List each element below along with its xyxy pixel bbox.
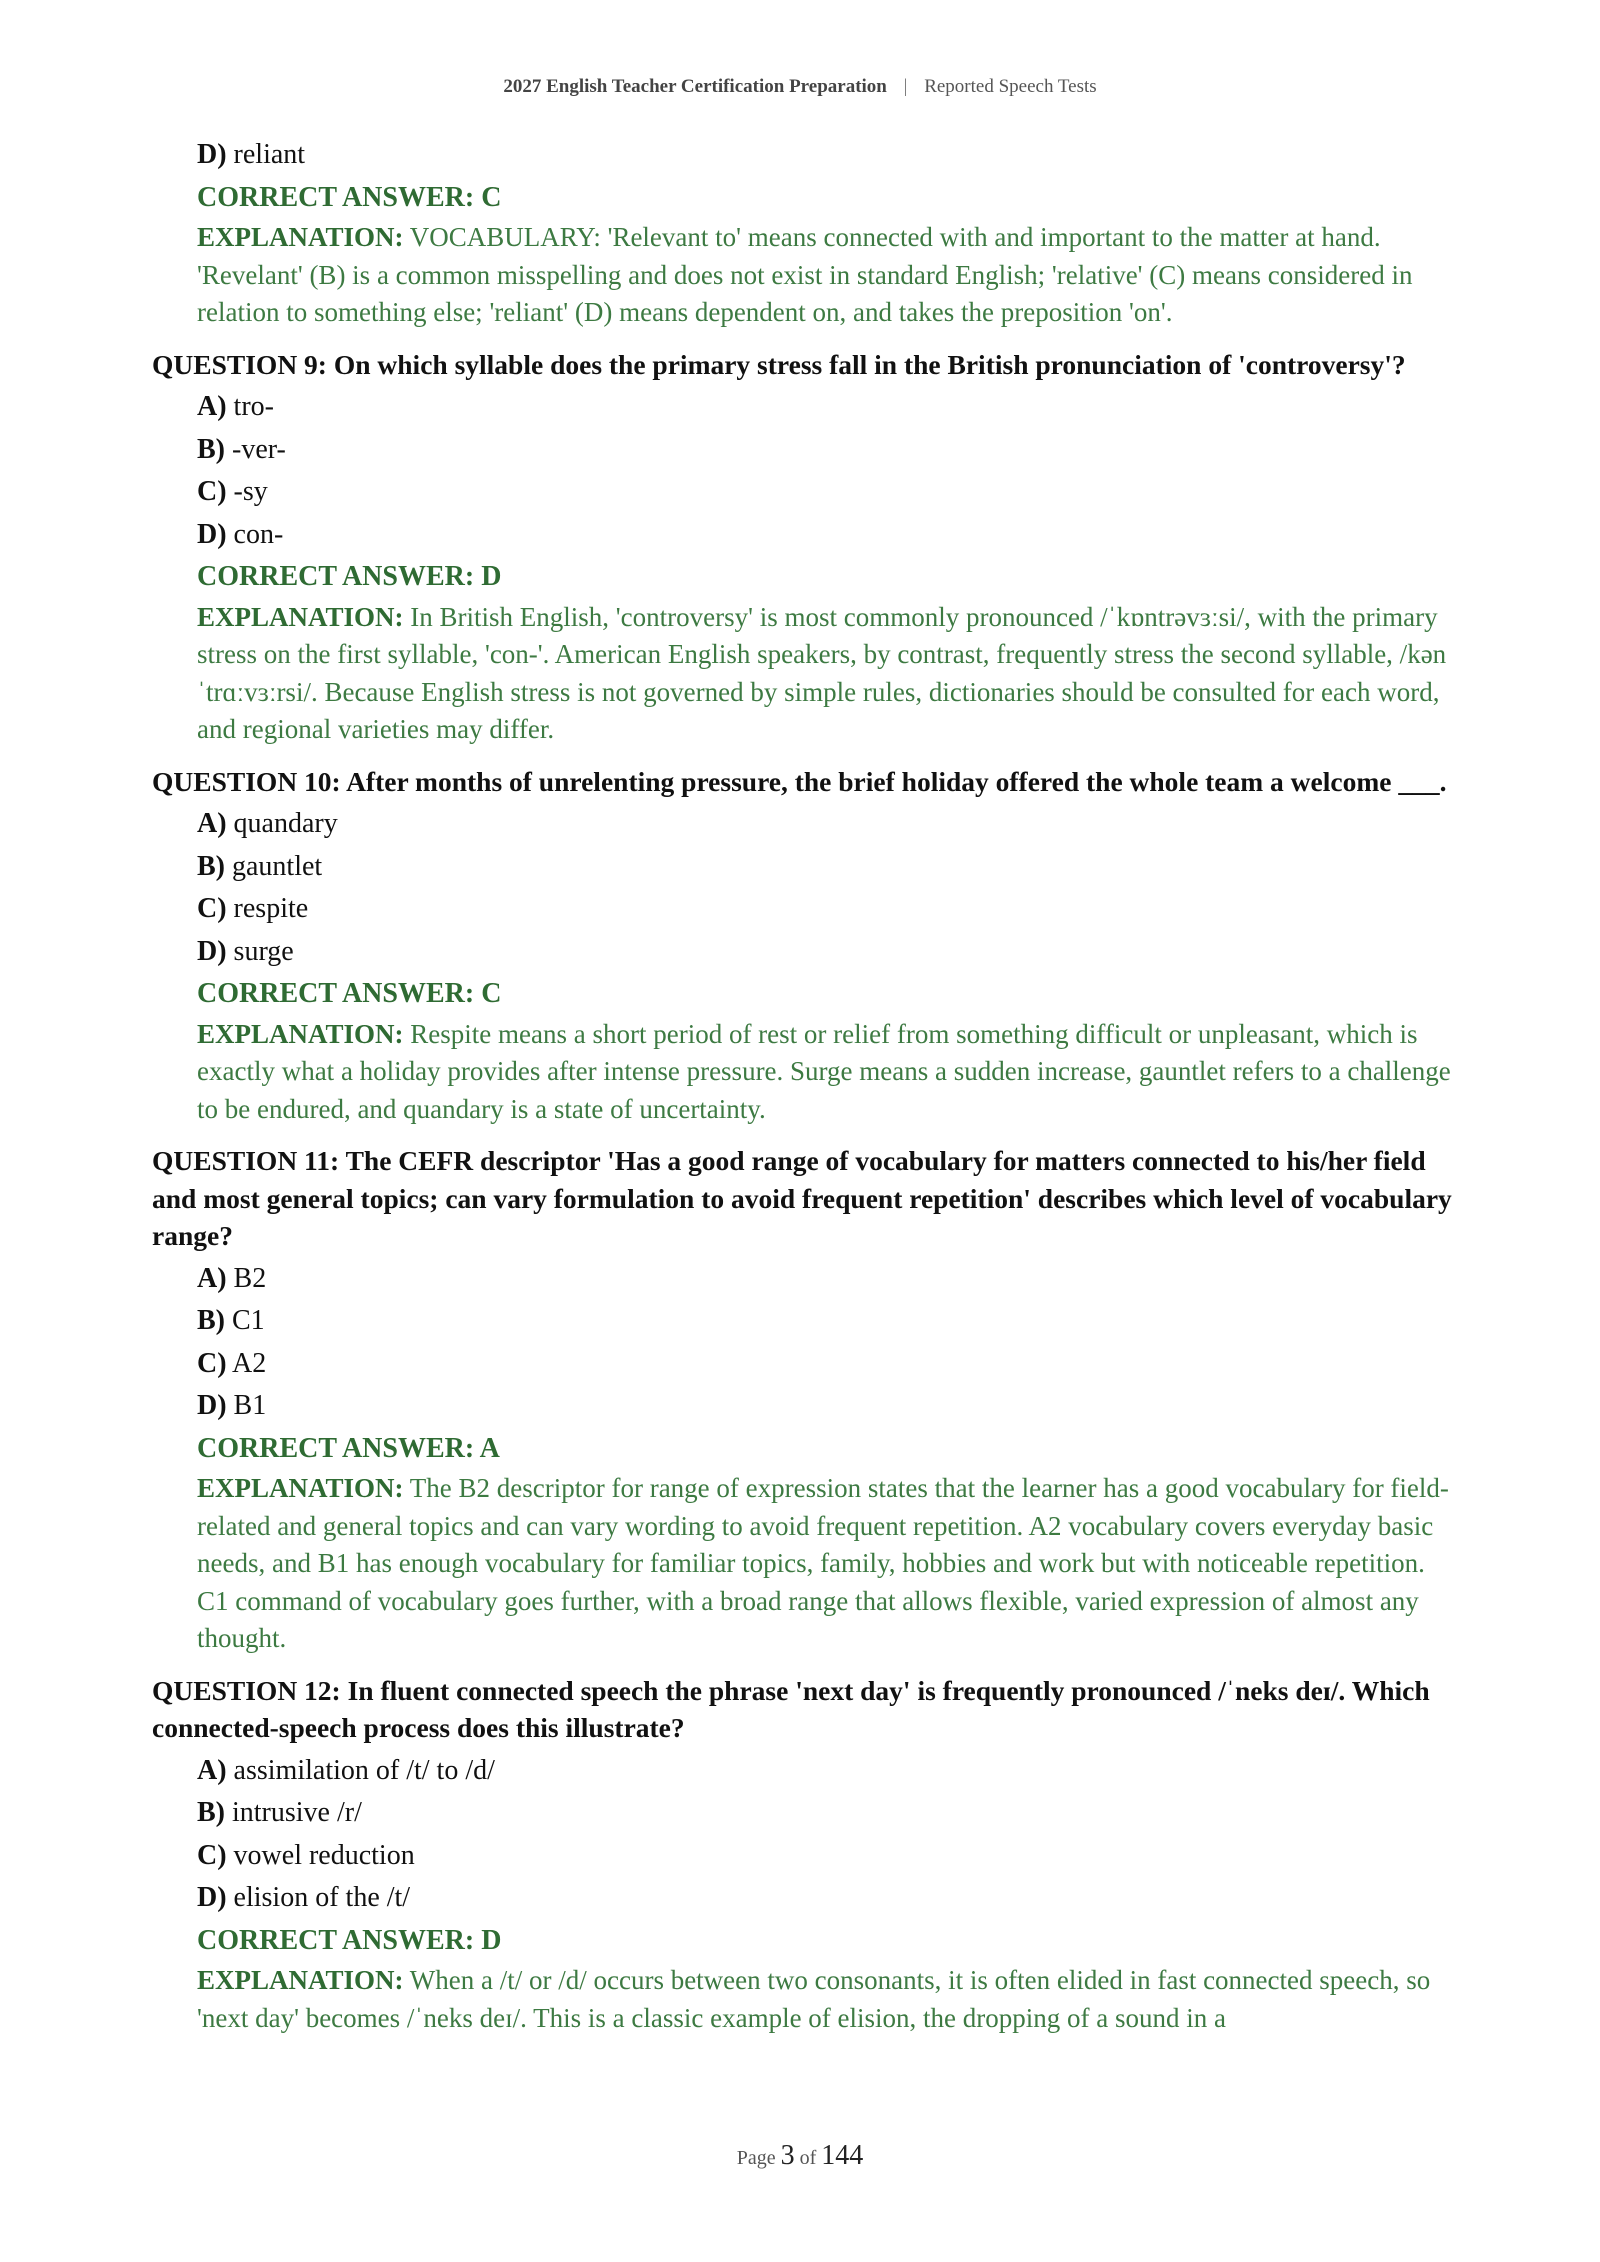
page-footer	[0, 2140, 1600, 2172]
option-label: A)	[197, 1754, 227, 1786]
question-title: QUESTION 10: After months of unrelenting pressure, the brief holiday offered the whole team a welcome ___.	[152, 765, 1447, 797]
header-subtitle: Reported Speech Tests	[924, 76, 1097, 97]
total-pages: 144	[821, 2140, 864, 2171]
option-text: con-	[233, 518, 284, 550]
option-label: B)	[197, 850, 225, 882]
option-label: C)	[197, 1839, 227, 1871]
option-text: gauntlet	[232, 850, 323, 882]
option-text: quandary	[233, 808, 338, 839]
correct-answer: CORRECT ANSWER: A	[197, 1432, 500, 1464]
explanation	[197, 219, 1452, 332]
explanation	[197, 1470, 1452, 1658]
option-text: elision of the /t/	[233, 1882, 411, 1913]
option-text: respite	[233, 893, 309, 924]
page-word: Page	[736, 2147, 776, 2169]
option-d	[197, 514, 1452, 557]
option-label: C)	[197, 1347, 227, 1379]
option-d	[197, 1877, 1452, 1920]
option-text: A2	[232, 1347, 267, 1379]
option-text: surge	[233, 935, 294, 967]
option-b	[197, 1792, 1452, 1835]
explanation-label: EXPLANATION:	[197, 1018, 404, 1049]
option-label: C)	[197, 476, 227, 507]
page-content	[152, 134, 1452, 2037]
question-title: QUESTION 12: In fluent connected speech the phrase 'next day' is frequently pronounced /ˈneks deɪ/. Which connected-speech process does this illustrate?	[152, 1674, 1430, 1743]
explanation-text: VOCABULARY: 'Relevant to' means connected with and important to the matter at hand. 'Revelant' (B) is a common misspelling and does not exist in standard English; 'relative' (C) means considered in relation to something else; 'reliant' (D) means dependent on, and takes the preposition 'on'.	[197, 222, 1413, 327]
option-a	[197, 1750, 1452, 1793]
header-separator: |	[903, 76, 908, 97]
option-label: D)	[197, 518, 227, 550]
option-label: D)	[197, 1390, 227, 1421]
correct-answer: CORRECT ANSWER: D	[197, 561, 502, 592]
option-c	[197, 888, 1452, 931]
option-text: B1	[233, 1390, 267, 1421]
correct-answer: CORRECT ANSWER: C	[197, 978, 502, 1009]
page-number: 3	[780, 2140, 795, 2171]
explanation-text: Respite means a short period of rest or relief from something difficult or unpleasant, which is exactly what a holiday provides after intense pressure. Surge means a sudden increase, gauntlet refers to a challenge to be endured, and quandary is a state of uncertainty.	[197, 1018, 1451, 1124]
explanation-label: EXPLANATION:	[197, 601, 404, 632]
explanation	[197, 1016, 1452, 1129]
correct-answer: CORRECT ANSWER: D	[197, 1924, 502, 1956]
explanation	[197, 599, 1452, 749]
option-label: D)	[197, 139, 227, 170]
option-a	[197, 803, 1452, 846]
option-label: B)	[197, 1797, 225, 1828]
option-a	[197, 386, 1452, 429]
option-c	[197, 1835, 1452, 1878]
option-b	[197, 429, 1452, 472]
explanation-label: EXPLANATION:	[197, 1473, 404, 1503]
option-text: -sy	[233, 476, 268, 507]
option-d	[197, 134, 1452, 177]
option-text: C1	[232, 1305, 265, 1336]
correct-answer: CORRECT ANSWER: C	[197, 181, 502, 213]
option-label: D)	[197, 1882, 227, 1913]
option-a	[197, 1258, 1452, 1301]
option-label: C)	[197, 893, 227, 924]
explanation-text: When a /t/ or /d/ occurs between two consonants, it is often elided in fast connected speech, so 'next day' becomes /ˈneks deɪ/. This is a classic example of elision, the dropping of a sound in a	[197, 1965, 1431, 2033]
option-text: reliant	[233, 139, 306, 170]
option-text: B2	[233, 1262, 267, 1294]
option-d	[197, 931, 1452, 974]
option-label: A)	[197, 1262, 227, 1294]
option-text: tro-	[233, 391, 274, 422]
option-c	[197, 1343, 1452, 1386]
option-b	[197, 1300, 1452, 1343]
question-title: QUESTION 9: On which syllable does the primary stress fall in the British pronunciation of 'controversy'?	[152, 348, 1406, 380]
option-text: vowel reduction	[233, 1839, 415, 1871]
header-title: 2027 English Teacher Certification Preparation	[503, 76, 887, 97]
option-label: D)	[197, 935, 227, 967]
explanation	[197, 1962, 1452, 2037]
option-label: A)	[197, 808, 227, 839]
option-b	[197, 846, 1452, 889]
explanation-text: In British English, 'controversy' is most commonly pronounced /ˈkɒntrəvɜːsi/, with the primary stress on the first syllable, 'con-'. American English speakers, by contrast, frequently stress the second syllable, /kənˈtrɑːvɜːrsi/. Because English stress is not governed by simple rules, dictionaries should be consulted for each word, and regional varieties may differ.	[197, 601, 1447, 744]
question-title: QUESTION 11: The CEFR descriptor 'Has a good range of vocabulary for matters connected to his/her field and most general topics; can vary formulation to avoid frequent repetition' describes which level of vocabulary range?	[152, 1145, 1452, 1251]
option-text: intrusive /r/	[232, 1797, 362, 1828]
option-label: B)	[197, 1305, 225, 1336]
option-text: assimilation of /t/ to /d/	[233, 1754, 495, 1786]
option-text: -ver-	[232, 433, 286, 465]
explanation-label: EXPLANATION:	[197, 222, 404, 252]
of-word: of	[799, 2147, 817, 2169]
option-label: A)	[197, 391, 227, 422]
option-c	[197, 471, 1452, 514]
option-d	[197, 1385, 1452, 1428]
running-header	[0, 76, 1600, 98]
option-label: B)	[197, 433, 225, 465]
explanation-label: EXPLANATION:	[197, 1965, 404, 1995]
explanation-text: The B2 descriptor for range of expression states that the learner has a good vocabulary for field-related and general topics and can vary wording to avoid frequent repetition. A2 vocabulary covers everyday basic needs, and B1 has enough vocabulary for familiar topics, family, hobbies and work but with noticeable repetition. C1 command of vocabulary goes further, with a broad range that allows flexible, varied expression of almost any thought.	[197, 1473, 1449, 1653]
